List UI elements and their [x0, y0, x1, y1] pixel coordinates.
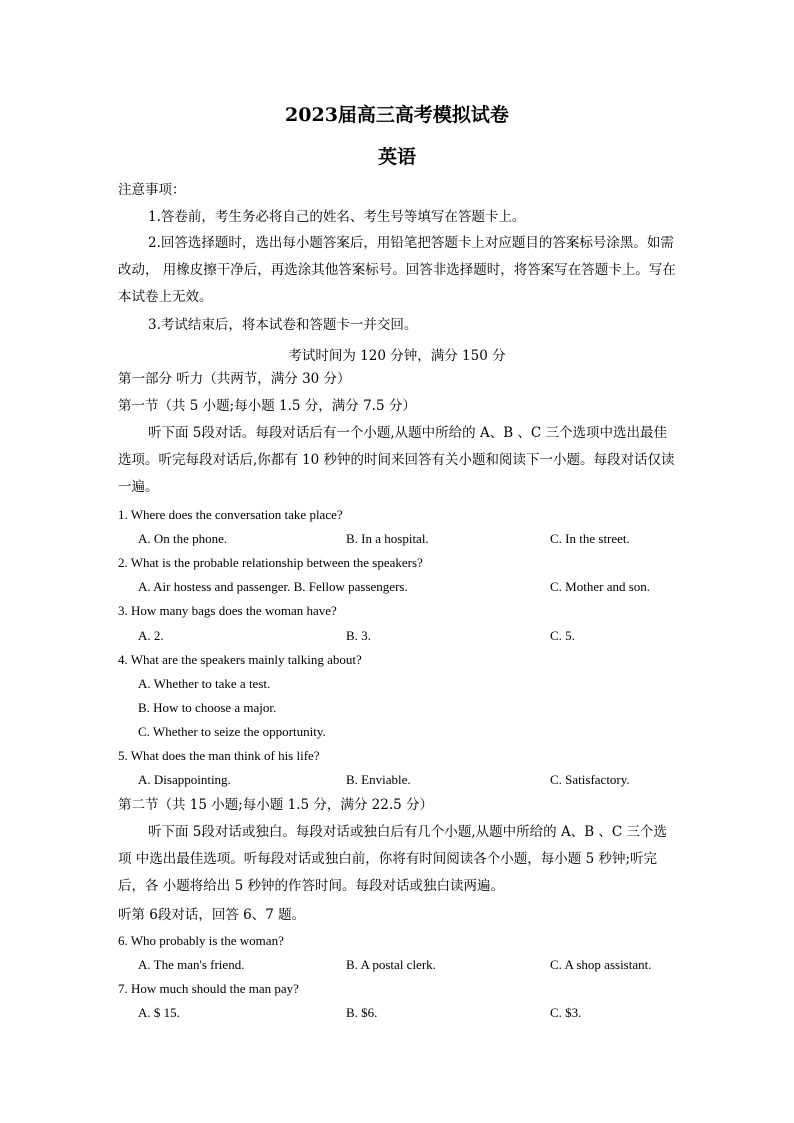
- question-1: 1. Where does the conversation take place?: [118, 507, 343, 522]
- q3-option-b: B. 3.: [346, 628, 371, 643]
- section1-instructions: [118, 420, 680, 501]
- q1-option-b: B. In a hospital.: [346, 531, 429, 546]
- q4-option-a: A. Whether to take a test.: [138, 676, 271, 691]
- q1-option-a: A. On the phone.: [138, 531, 228, 546]
- notice-heading: 注意事项：: [118, 182, 186, 198]
- section1-title: 第一节（共 5 小题;每小题 1.5 分，满分 7.5 分）: [118, 398, 416, 414]
- question-2: 2. What is the probable relationship between the speakers?: [118, 555, 423, 570]
- q6-option-b: B. A postal clerk.: [346, 957, 436, 972]
- q6-option-a: A. The man's friend.: [138, 957, 245, 972]
- q4-option-b: B. How to choose a major.: [138, 700, 277, 715]
- q7-option-b: B. $6.: [346, 1005, 378, 1020]
- q4-option-c: C. Whether to seize the opportunity.: [138, 724, 326, 739]
- q2-option-ab: A. Air hostess and passenger. B. Fellow passengers.: [138, 579, 408, 594]
- section2-instructions-text: 听下面 5段对话或独白。每段对话或独白后有几个小题,从题中所给的 A、B 、C 三个选项 中选出最佳选项。听每段对话或独白前，你将有时间阅读各个小题，每小题 5 秒钟;听完后，各 小题将给出 5 秒钟的作答时间。每段对话或独白读两遍。: [118, 824, 668, 894]
- part1-title: 第一部分 听力（共两节，满分 30 分）: [118, 371, 351, 387]
- notice-item-2-text: 2.回答选择题时，选出每小题答案后，用铅笔把答题卡上对应题目的答案标号涂黑。如需改动， 用橡皮擦干净后，再选涂其他答案标号。回答非选择题时，将答案写在答题卡上。写在本试卷上无效。: [118, 235, 676, 305]
- section2-instructions: [118, 819, 680, 900]
- q5-option-c: C. Satisfactory.: [550, 772, 630, 787]
- q3-option-c: C. 5.: [550, 628, 575, 643]
- subject-title: 英语: [377, 146, 416, 168]
- section2-title: 第二节（共 15 小题;每小题 1.5 分，满分 22.5 分）: [118, 797, 434, 813]
- q5-option-a: A. Disappointing.: [138, 772, 231, 787]
- q7-option-c: C. $3.: [550, 1005, 582, 1020]
- q2-option-c: C. Mother and son.: [550, 579, 651, 594]
- section1-instructions-text: 听下面 5段对话。每段对话后有一个小题,从题中所给的 A、B 、C 三个选项中选出最佳选项。听完每段对话后,你都有 10 秒钟的时间来回答有关小题和阅读下一小题。每段对话仅读 一遍。: [118, 425, 675, 495]
- question-6: 6. Who probably is the woman?: [118, 933, 284, 948]
- q6-option-c: C. A shop assistant.: [550, 957, 652, 972]
- question-3: 3. How many bags does the woman have?: [118, 603, 337, 618]
- question-7: 7. How much should the man pay?: [118, 981, 299, 996]
- question-4: 4. What are the speakers mainly talking about?: [118, 652, 362, 667]
- notice-item-1: 1.答卷前，考生务必将自己的姓名、考生号等填写在答题卡上。: [148, 209, 526, 225]
- notice-item-3: 3.考试结束后，将本试卷和答题卡一并交回。: [148, 317, 418, 333]
- q3-option-a: A. 2.: [138, 628, 164, 643]
- exam-time: 考试时间为 120 分钟，满分 150 分: [288, 348, 506, 364]
- notice-item-2: [118, 230, 680, 311]
- q7-option-a: A. $ 15.: [138, 1005, 180, 1020]
- q5-option-b: B. Enviable.: [346, 772, 411, 787]
- exam-title: 2023届高三高考模拟试卷: [285, 104, 509, 126]
- q1-option-c: C. In the street.: [550, 531, 630, 546]
- question-5: 5. What does the man think of his life?: [118, 748, 320, 763]
- dialog-6-heading: 听第 6段对话，回答 6、7 题。: [118, 907, 306, 923]
